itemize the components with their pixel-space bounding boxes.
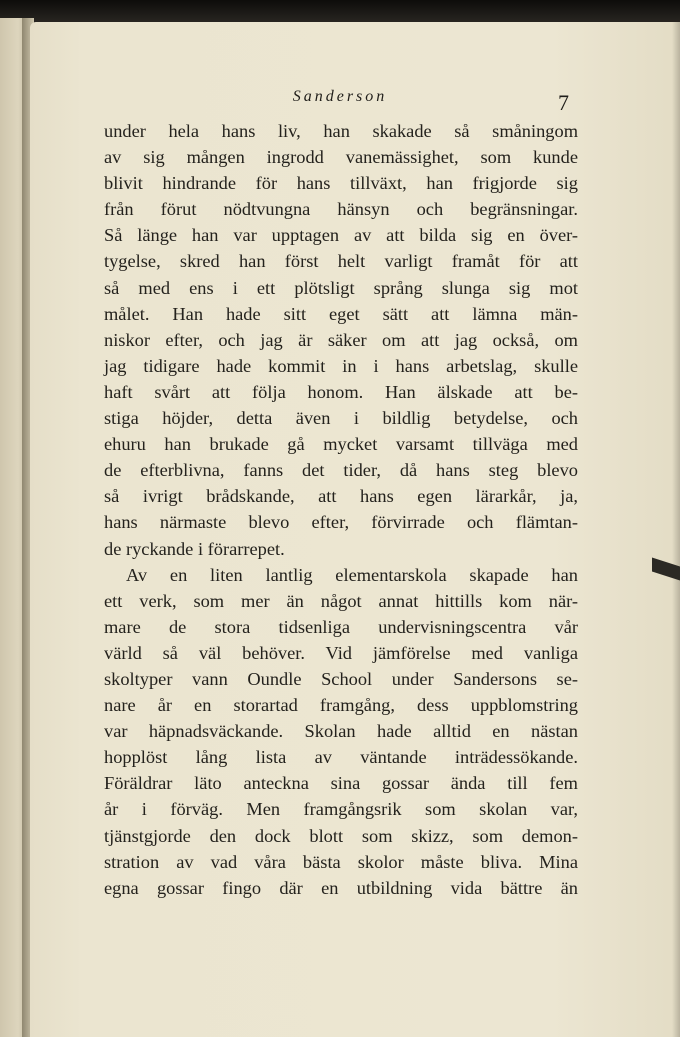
scan-top-shadow [0,0,680,24]
text-line: så med ens i ett plötsligt språng slunga sig mot [104,277,578,298]
body-text [104,118,578,901]
text-line: värld så väl behöver. Vid jämförelse med vanliga [104,642,578,663]
text-line: mare de stora tidsenliga undervisningscentra vår [104,616,578,637]
text-line: haft svårt att följa honom. Han älskade att be- [104,381,578,402]
text-line: de ryckande i förarrepet. [104,538,285,559]
text-line: ett verk, som mer än något annat hittills kom när- [104,590,578,611]
text-line: under hela hans liv, han skakade så småningom [104,121,578,141]
text-line: så ivrigt brådskande, att hans egen lärarkår, ja, [104,486,578,507]
running-head: Sanderson [292,88,388,105]
text-line: från förut nödtvungna hänsyn och begränsningar. [104,199,578,220]
text-line: tygelse, skred han först helt varligt framåt för att [104,251,578,272]
text-line: ehuru han brukade gå mycket varsamt tillväga med [104,434,578,455]
text-line: blivit hindrande för hans tillväxt, han frigjorde sig [104,173,578,194]
text-line: Av en liten lantlig elementarskola skapade han [126,564,578,585]
text-line: de efterblivna, fanns det tider, då hans steg blevo [104,460,578,481]
text-line: egna gossar fingo där en utbildning vida bättre än [104,877,578,898]
text-line: Föräldrar läto anteckna sina gossar ända till fem [104,773,578,794]
text-line: stration av vad våra bästa skolor måste bliva. Mina [104,851,578,872]
text-line: skoltyper vann Oundle School under Sandersons se- [104,668,578,689]
page-number: 7 [558,90,569,115]
text-line: hans närmaste blevo efter, förvirrade och flämtan- [104,512,578,533]
text-line: niskor efter, och jag är säker om att jag också, om [104,329,578,350]
text-line: tjänstgjorde den dock blott som skizz, som demon- [104,825,578,846]
text-line: av sig mången ingrodd vanemässighet, som kunde [104,147,578,168]
text-line: var häpnadsväckande. Skolan hade alltid en nästan [104,721,578,742]
text-line: Så länge han var upptagen av att bilda sig en över- [104,225,578,246]
page-edge-shadow [672,22,680,1037]
text-line: jag tidigare hade kommit in i hans arbetslag, skulle [104,355,578,376]
text-line: målet. Han hade sitt eget sätt att lämna män- [104,303,578,324]
text-line: hopplöst lång lista av väntande inträdessökande. [104,747,578,768]
text-line: nare år en storartad framgång, dess uppblomstring [104,695,578,716]
text-line: stiga höjder, detta även i bildlig betydelse, och [104,408,578,429]
text-line: år i förväg. Men framgångsrik som skolan var, [104,799,578,820]
